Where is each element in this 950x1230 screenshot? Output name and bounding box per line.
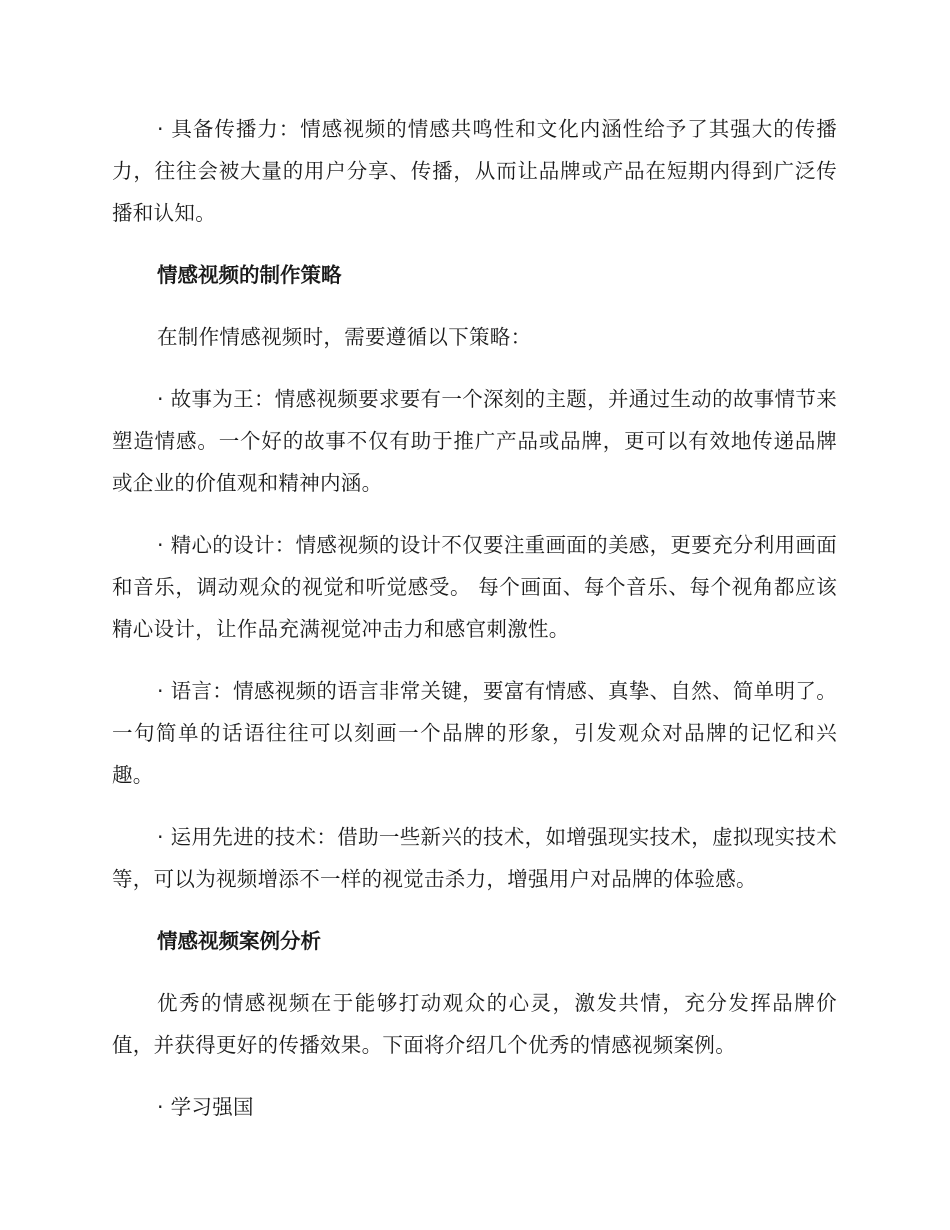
bullet-paragraph-technology: · 运用先进的技术：借助一些新兴的技术，如增强现实技术，虚拟现实技术等，可以为视频增添不一样的视觉击杀力，增强用户对品牌的体验感。 (112, 825, 837, 891)
bullet-paragraph-design: · 精心的设计：情感视频的设计不仅要注重画面的美感，更要充分利用画面和音乐，调动观众的视觉和听觉感受。 每个画面、每个音乐、每个视角都应该精心设计，让作品充满视觉冲击力和感官刺激性。 (112, 533, 837, 641)
section-heading-case-analysis: 情感视频案例分析 (157, 929, 321, 953)
bullet-paragraph-spread: · 具备传播力：情感视频的情感共鸣性和文化内涵性给予了其强大的传播力，往往会被大量的用户分享、传播，从而让品牌或产品在短期内得到广泛传播和认知。 (112, 117, 837, 225)
bullet-paragraph-xuexi: · 学习强国 (157, 1095, 254, 1119)
intro-paragraph-cases: 优秀的情感视频在于能够打动观众的心灵，激发共情，充分发挥品牌价值，并获得更好的传播效果。下面将介绍几个优秀的情感视频案例。 (112, 991, 837, 1057)
bullet-paragraph-story: · 故事为王：情感视频要求要有一个深刻的主题，并通过生动的故事情节来塑造情感。一个好的故事不仅有助于推广产品或品牌，更可以有效地传递品牌或企业的价值观和精神内涵。 (112, 387, 837, 495)
section-heading-production-strategy: 情感视频的制作策略 (157, 263, 342, 287)
document-body (112, 108, 837, 1148)
bullet-paragraph-language: · 语言：情感视频的语言非常关键，要富有情感、真挚、自然、简单明了。一句简单的话语往往可以刻画一个品牌的形象，引发观众对品牌的记忆和兴趣。 (112, 679, 837, 787)
intro-paragraph-strategy: 在制作情感视频时，需要遵循以下策略： (157, 325, 532, 349)
